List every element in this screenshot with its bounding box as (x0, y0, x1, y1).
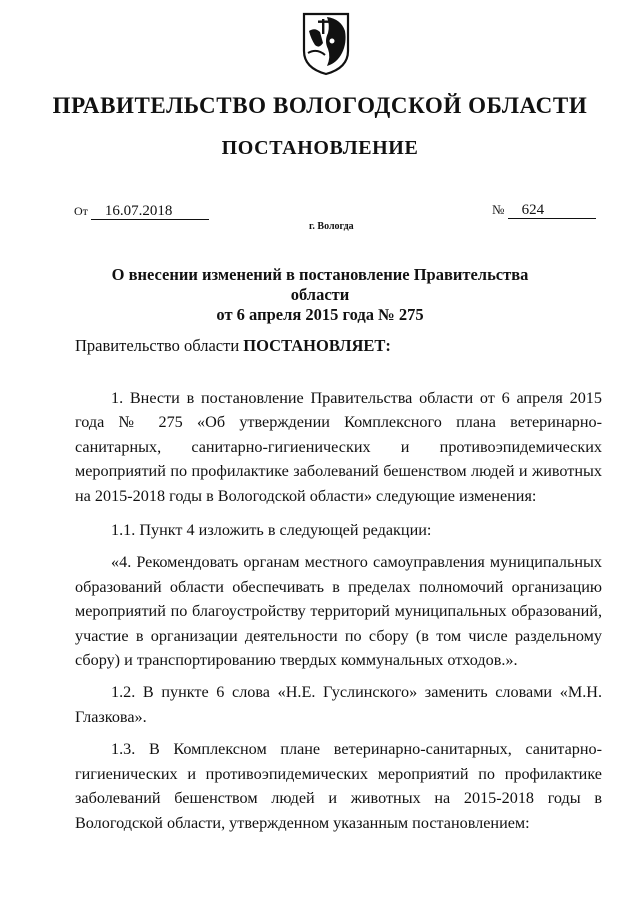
paragraph-1-2: 1.2. В пункте 6 слова «Н.Е. Гуслинского» заменить словами «М.Н. Глазкова». (75, 683, 602, 726)
intro-verb: ПОСТАНОВЛЯЕТ: (243, 336, 391, 355)
heading-line-2: от 6 апреля 2015 года № 275 (216, 305, 424, 324)
document-heading (90, 265, 550, 325)
document-number: 624 (508, 203, 596, 219)
paragraph-point-4: «4. Рекомендовать органам местного самоуправления муниципальных образований области обеспечивать в пределах полномочий организацию мероприятий по благоустройству территорий муниципальных образований, участие в организации деятельности по сбору (в том числе раздельному сбору) и транспортированию твердых коммунальных отходов.». (75, 553, 602, 670)
paragraph-1: 1. Внести в постановление Правительства области от 6 апреля 2015 года № 275 «Об утверждении Комплексного плана ветеринарно-санитарных, санитарно-гигиенических и противоэпидемических мероприятий по профилактике заболеваний бешенством людей и животных на 2015-2018 годы в Вологодской области» следующие изменения: (75, 389, 602, 505)
date-row (74, 204, 209, 220)
government-title: ПРАВИТЕЛЬСТВО ВОЛОГОДСКОЙ ОБЛАСТИ (52, 93, 588, 118)
document-body (75, 386, 602, 843)
intro-prefix: Правительство области (75, 336, 240, 355)
intro-sentence (75, 336, 391, 356)
paragraph-1-1: 1.1. Пункт 4 изложить в следующей редакции: (111, 521, 432, 540)
number-label: № (492, 202, 505, 217)
date-label: От (74, 204, 88, 218)
paragraph-1-3: 1.3. В Комплексном плане ветеринарно-санитарных, санитарно-гигиенических и противоэпидемических мероприятий по профилактике заболеваний бешенством людей и животных на 2015-2018 годы в Вологодской области, утвержденном указанным постановлением: (75, 740, 602, 832)
vologda-oblast-coat-of-arms-icon (301, 11, 351, 77)
number-row (492, 202, 596, 219)
document-type: ПОСТАНОВЛЕНИЕ (221, 137, 419, 159)
heading-line-1: О внесении изменений в постановление Правительства области (111, 265, 529, 304)
document-date: 16.07.2018 (91, 204, 209, 220)
document-city: г. Вологда (309, 221, 354, 232)
